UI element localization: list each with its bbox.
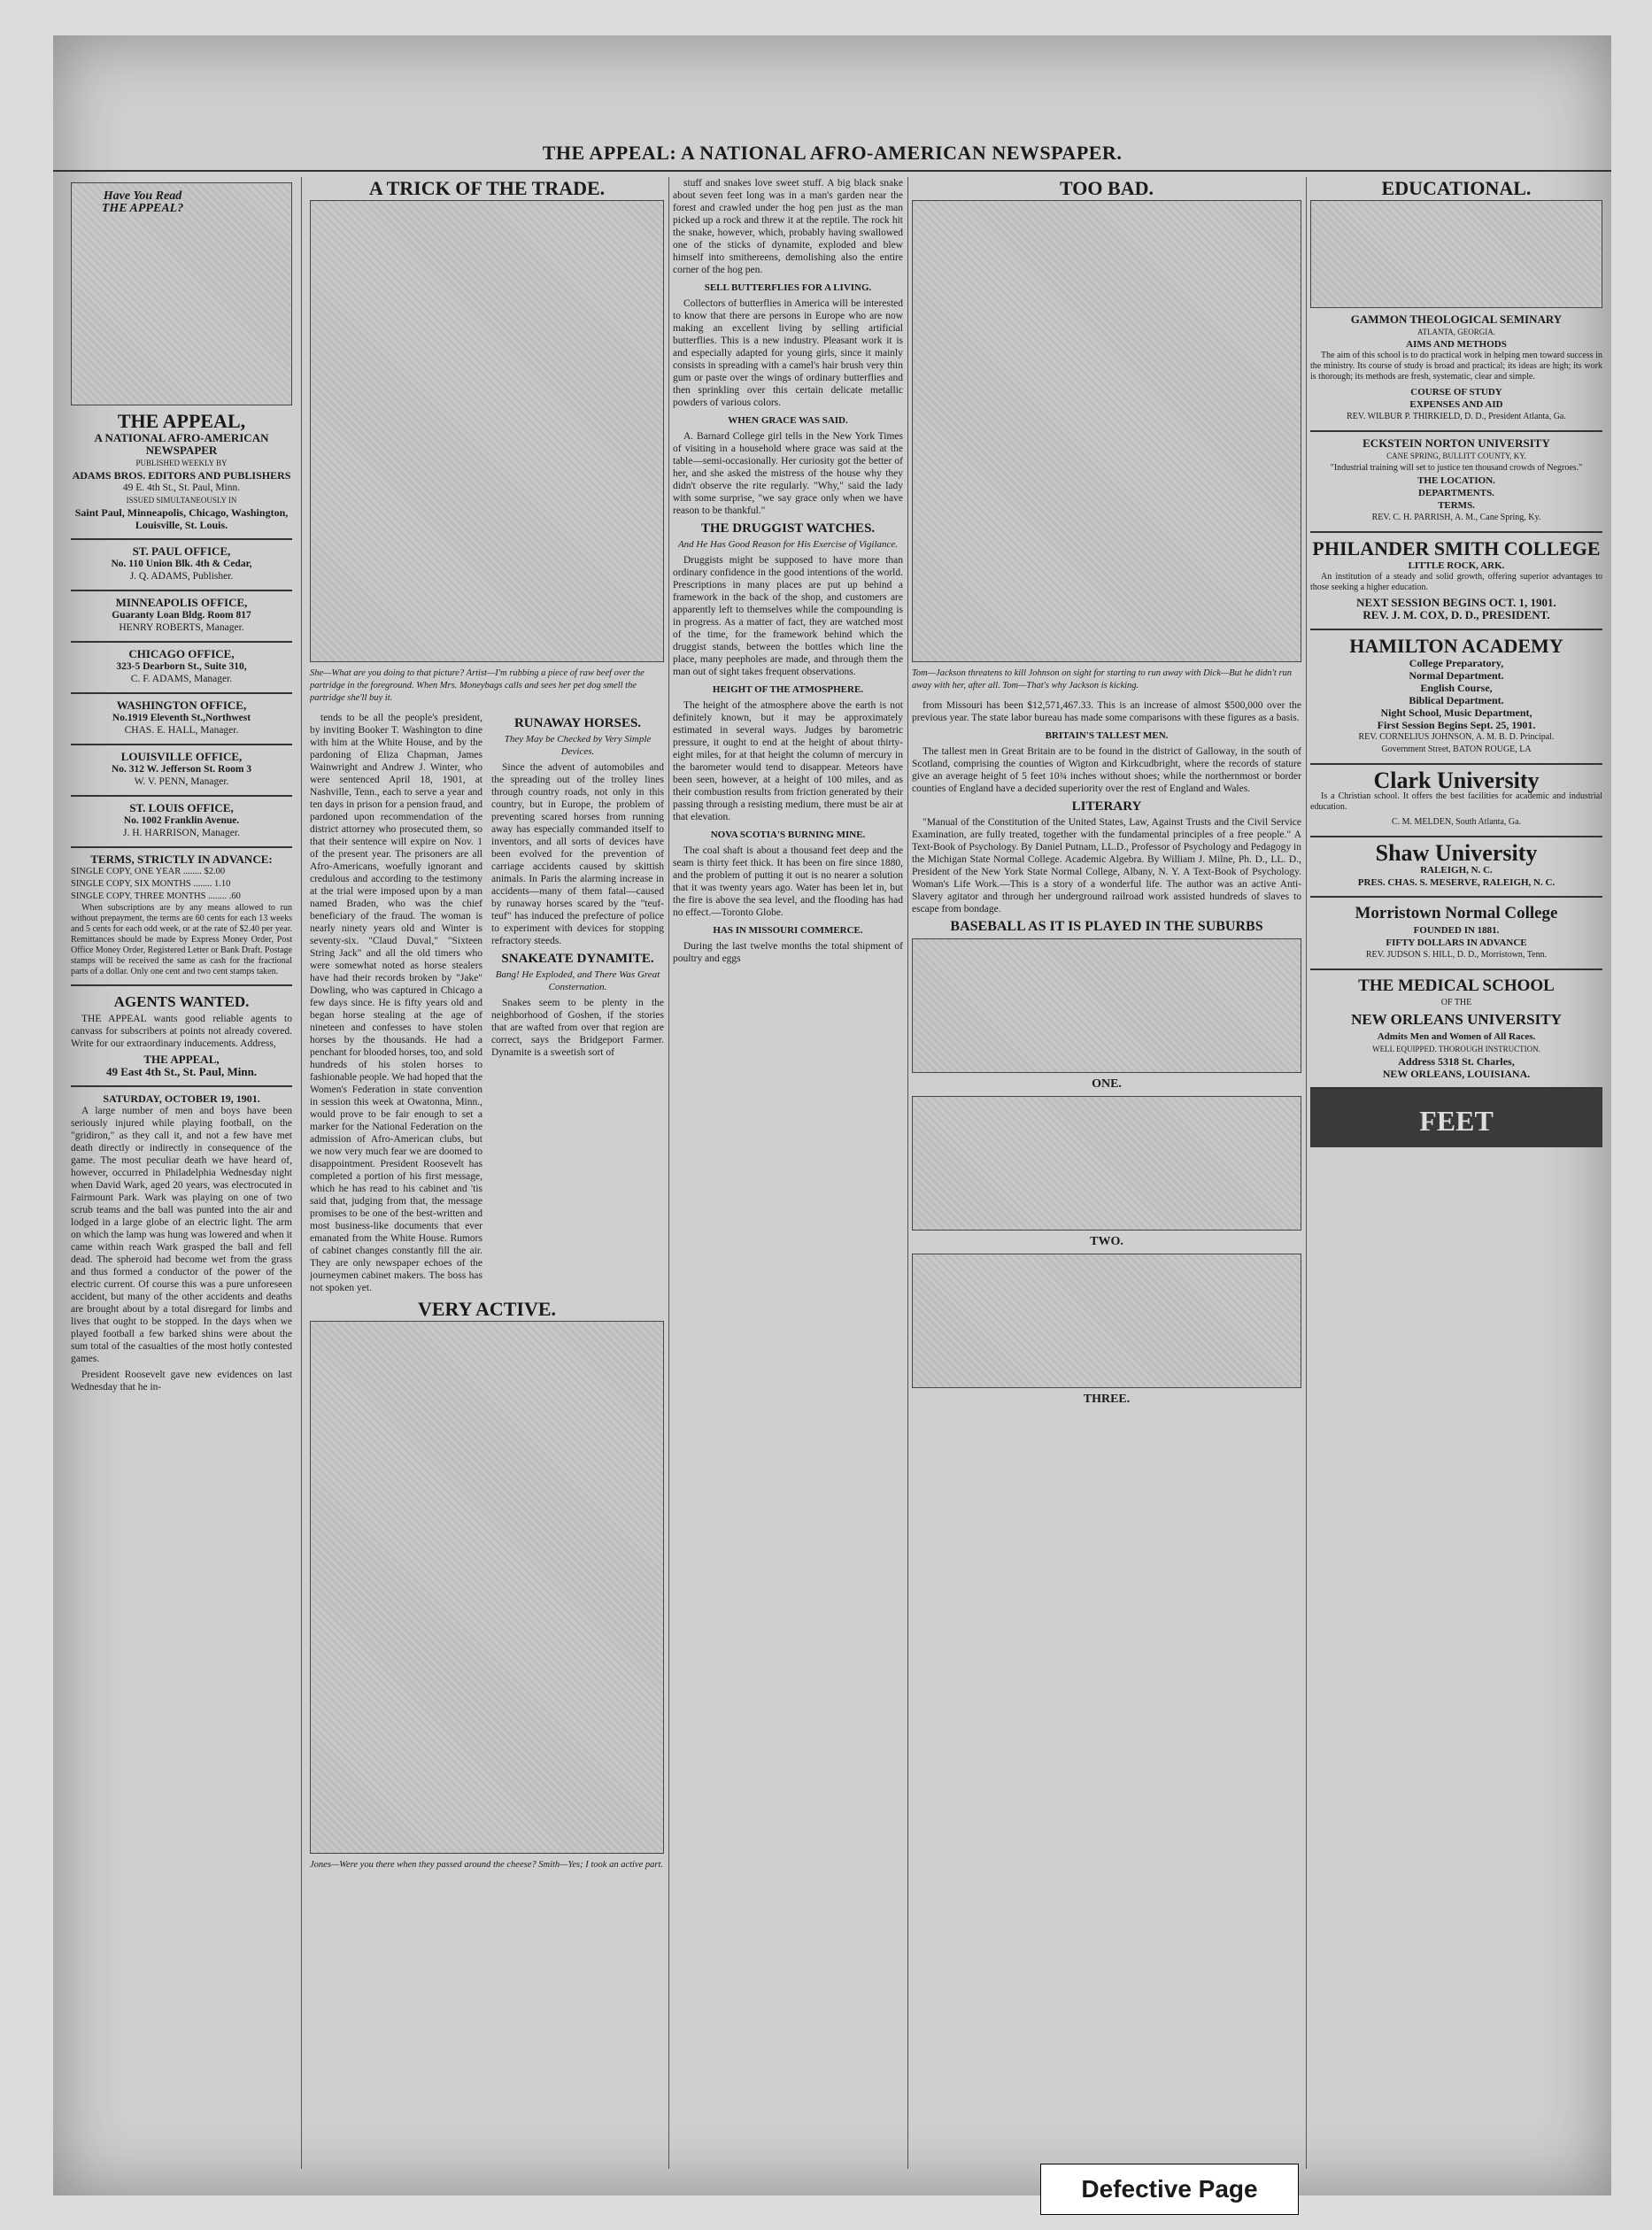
butterfly-title: SELL BUTTERFLIES FOR A LIVING. [704,282,872,293]
hamilton-line: English Course, [1420,682,1493,694]
druggist-text: Druggists might be supposed to have more than ordinary confidence in the good intentions of the world. Prescriptions in many places are put up behind a framework in the back of the shop, and customers are apparently left to themselves while the compounding is in progress. As a matter of fact, they are watched most of the time, for the framework behind which the druggist stands, between the bottles which line the place, many peepholes are made, and through them the man out of sight takes frequent observations. [673,555,903,677]
office-manager: CHAS. E. HALL, Manager. [124,725,239,736]
hamilton-title: HAMILTON ACADEMY [1349,635,1563,657]
medical-city: NEW ORLEANS, LOUISIANA. [1382,1068,1531,1080]
feet-advertisement: FEET [1310,1087,1602,1147]
literary-title: LITERARY [1071,799,1142,814]
snake-continued: stuff and snakes love sweet stuff. A big black snake about seven feet long was in a man's garden near the forest and crawled under the hog pen just as the man picked up a rock and threw it at the reptile. The rock hit the snake, however, which, probably having swallowed one of the sticks of dynamite, exploded and blew himself into smithereens, demolishing also the entire corner of the hog pen. [673,178,903,275]
publisher-address: 49 E. 4th St., St. Paul, Minn. [122,482,241,493]
gammon-location: ATLANTA, GEORGIA. [1417,328,1496,336]
snake-text: Snakes seem to be plenty in the neighborhood of Goshen, if the stories that are wafted from over that region are correct, says the Bridgeport Farmer. Dynamite is a sweetish sort of [491,998,664,1058]
eckstein-ad [1310,430,1602,524]
clark-title: Clark University [1373,768,1540,793]
office-manager: W. V. PENN, Manager. [134,776,229,787]
weekly-line: PUBLISHED WEEKLY BY [135,459,228,467]
baseball-panel-label: TWO. [1090,1235,1123,1248]
clark-ad [1310,763,1602,829]
eckstein-depts: DEPARTMENTS. [1418,488,1494,498]
hamilton-line: Biblical Department. [1409,694,1504,706]
grace-text: A. Barnard College girl tells in the New York Times of visiting in a household where grace was said at the table—semi-occasionally. Her curiosity got the better of her, and she asked the mistress of the house why they didn't observe the rite regularly. "Why," said the lady with some surprise, "we say grace only when we have reason to be thankful." [673,431,903,516]
shaw-president: PRES. CHAS. S. MESERVE, RALEIGH, N. C. [1357,877,1556,888]
office-entry [71,795,292,839]
editorial-text: tends to be all the people's president, by inviting Booker T. Washington to dine with him at the White House, and by the pardoning of Eliza Chapman, James Wainwright and Andrew J. Winter, who were sentenced April 18, 1901, at Nashville, Tenn., each to serve a year and ten days in prison for a pension fraud, and pardoned upon recommendation of the district attorney who prosecuted them, so that their sentence will expire on Nov. 1 of the present year. The prisoners are all Afro-Americans, woefully ignorant and credulous and according to the testimony at the trial were imposed upon by a man named Braden, who was the chief beneficiary of the fraud. The woman is nearly ninety years old and Winter is seventy-six. "Claud Duval," "Sixteen String Jack" and all the old timers who were somewhat noted as horse stealers have had their records broken by "Jake" Dowling, who was captured in Chicago a few days since. He is fifty years old and began horse stealing at the age of nineteen and confesses to have stolen horses by the thousands. He had a penchant for blooded horses, too, and sold hundreds of his stolen horses to fashionable people. We had hoped that the Women's Federation in state convention in session this week at Owatonna, Minn., would prove to be fair enough to set a marker for the National Federation on the admission of Afro-American clubs, but we now very much fear we are doomed to disappointment. President Roosevelt has completed a portion of his first message, which he has read to his cabinet and 'tis said that, judging from that, the message promises to be one of the best-written and most business-like documents that ever emanated from the White House. Rumors of cabinet changes constantly fill the air. They are only newspaper echoes of the journeymen cabinet makers. The boss has not spoken yet. [310,713,482,1293]
column-4 [912,177,1301,2178]
missouri-text: During the last twelve months the total shipment of poultry and eggs [673,941,903,964]
educational-title: EDUCATIONAL. [1381,177,1532,199]
column-rule [668,177,669,2169]
office-address: No.1919 Eleventh St.,Northwest [112,713,251,723]
office-title: CHICAGO OFFICE, [128,647,235,660]
office-address: 323-5 Dearborn St., Suite 310, [116,661,247,672]
office-address: No. 312 W. Jefferson St. Room 3 [111,764,252,775]
office-title: ST. LOUIS OFFICE, [129,801,234,814]
issue-date: SATURDAY, OCTOBER 19, 1901. [71,1085,292,1105]
grace-title: WHEN GRACE WAS SAID. [728,415,848,426]
nova-title: NOVA SCOTIA'S BURNING MINE. [710,829,866,840]
philander-text: An institution of a steady and solid growth, offering superior advantages to those seeking a higher education. [1310,572,1602,592]
philander-ad [1310,531,1602,621]
agents-title: AGENTS WANTED. [113,993,250,1010]
toobad-illustration [912,200,1301,662]
office-entry [71,641,292,685]
runaway-sub: They May be Checked by Very Simple Devices. [504,734,652,757]
hamilton-principal: REV. CORNELIUS JOHNSON, A. M. B. D. Principal. [1358,732,1555,742]
medical-equipped: WELL EQUIPPED. THOROUGH INSTRUCTION. [1372,1045,1540,1053]
office-manager: J. Q. ADAMS, Publisher. [129,571,234,582]
shaw-title: Shaw University [1375,840,1538,866]
offices-list [71,538,292,839]
col2-right [491,712,664,1298]
medical-university: NEW ORLEANS UNIVERSITY [1351,1011,1562,1028]
col2-left [310,712,482,1298]
missouri-continued: from Missouri has been $12,571,467.33. This is an increase of almost $500,000 over the previous year. The state labor bureau has made some comparisons with these figures as a basis. [912,700,1301,723]
hamilton-line: Night School, Music Department, [1380,706,1532,719]
hamilton-line: Normal Department. [1409,669,1504,682]
eckstein-motto: "Industrial training will set to justice ten thousand crowds of Negroes." [1330,463,1583,473]
toobad-caption: Tom—Jackson threatens to kill Johnson on sight for starting to run away with Dick—But he didn't run away with her, after all. Tom—That's why Jackson is kicking. [912,668,1293,691]
agents-box [71,984,292,1078]
butterfly-text: Collectors of butterflies in America will be interested to know that there are persons in Europe who are now making an excellent living by selling artificial butterflies. This is a new industry. Pleasant work it is and especially adapted for young girls, since it mainly consists in spreading with a camel's hair brush very thin gum or paste over the wings of ordinary butterflies and then sprinkling over this certain delicate metallic powders of various colors. [673,298,903,408]
baseball-panel [912,938,1301,1073]
agents-address: 49 East 4th St., St. Paul, Minn. [105,1065,258,1078]
terms-list [71,866,292,903]
medical-admits: Admits Men and Women of All Races. [1377,1031,1536,1042]
eckstein-location-head: THE LOCATION. [1417,475,1495,486]
terms-box [71,846,292,977]
gammon-aims: AIMS AND METHODS [1406,339,1507,350]
active-caption: Jones—Were you there when they passed around the cheese? Smith—Yes; I took an active part. [310,1860,664,1870]
hamilton-address: Government Street, BATON ROUGE, LA [1381,745,1532,754]
gammon-expenses: EXPENSES AND AID [1409,399,1503,410]
office-title: MINNEAPOLIS OFFICE, [115,596,248,609]
baseball-panel [912,1096,1301,1231]
atmosphere-text: The height of the atmosphere above the earth is not definitely known, but it may be approximately estimated in several ways. Judges by barometric pressure, it ought to end at the height of about thirty-eight miles, for at that height the column of mercury in the barometer would tend to disappear. Meteors have been seen, however, at a height of 100 miles, and as their combustion results from friction generated by their passing through a resisting medium, there must be air at that elevation. [673,700,903,822]
philander-location: LITTLE ROCK, ARK. [1408,560,1505,571]
paper-title: THE APPEAL, [117,410,246,432]
column-3 [673,177,903,2178]
missouri-title: HAS IN MISSOURI COMMERCE. [713,925,863,936]
gammon-president: REV. WILBUR P. THIRKIELD, D. D., President Atlanta, Ga. [1347,412,1566,421]
hamilton-line: First Session Begins Sept. 25, 1901. [1377,719,1536,731]
column-rule [907,177,908,2169]
terms-title: TERMS, STRICTLY IN ADVANCE: [90,853,273,866]
defective-page-label: Defective Page [1040,2164,1299,2215]
druggist-sub: And He Has Good Reason for His Exercise of Vigilance. [677,539,899,550]
shaw-location: RALEIGH, N. C. [1420,865,1493,876]
column-rule [1306,177,1307,2169]
office-manager: C. F. ADAMS, Manager. [130,674,233,684]
britain-text: The tallest men in Great Britain are to be found in the district of Galloway, in the south of Scotland, comprising the counties of Wigton and Kirkcudbright, where the records of stature give an average height of 5 feet 10¾ inches without shoes; while the northernmost or border counties of England have a decided superiority over the rest of England and Wales. [912,746,1301,794]
cities-line: Saint Paul, Minneapolis, Chicago, Washington, Louisville, St. Louis. [74,506,289,531]
medical-address: Address 5318 St. Charles, [1398,1055,1515,1068]
office-manager: J. H. HARRISON, Manager. [123,828,240,838]
promo-illustration [71,182,292,405]
eckstein-president: REV. C. H. PARRISH, A. M., Cane Spring, Ky. [1371,513,1541,522]
office-address: No. 110 Union Blk. 4th & Cedar, [111,559,252,569]
baseball-title: BASEBALL AS IT IS PLAYED IN THE SUBURBS [950,919,1263,934]
terms-line: SINGLE COPY, THREE MONTHS ........ .60 [71,891,241,901]
eckstein-location: CANE SPRING, BULLITT COUNTY, KY. [1386,451,1526,460]
shaw-ad [1310,836,1602,889]
office-title: LOUISVILLE OFFICE, [120,750,243,763]
snake-title: SNAKEATE DYNAMITE. [501,952,654,966]
morristown-founded: FOUNDED IN 1881. [1413,925,1500,936]
druggist-title: THE DRUGGIST WATCHES. [700,521,876,536]
eckstein-terms: TERMS. [1438,500,1475,511]
baseball-panel-label: ONE. [1092,1077,1122,1091]
gammon-course: COURSE OF STUDY [1410,387,1502,397]
clark-text: Is a Christian school. It offers the best facilities for academic and industrial education. [1310,791,1602,812]
philander-title: PHILANDER SMITH COLLEGE [1312,537,1601,559]
office-address: No. 1002 Franklin Avenue. [123,815,240,826]
trick-title: A TRICK OF THE TRADE. [368,177,606,199]
office-title: ST. PAUL OFFICE, [132,544,231,558]
medical-of: OF THE [1440,998,1472,1007]
philander-president: REV. J. M. COX, D. D., PRESIDENT. [1363,608,1550,621]
terms-text: When subscriptions are by any means allowed to run without prepayment, the terms are 60 cents for each 13 weeks and 5 cents for each odd week, or at the rate of $2.40 per year. Remittances should be made by Express Money Order, Post Office Money Order, Registered Letter or Bank Draft. Postage stamps will be received the same as cash for the fractional parts of a dollar. Only one cent and two cent stamps taken. [71,903,292,976]
column-rule [301,177,302,2169]
office-address: Guaranty Loan Bldg. Room 817 [112,610,251,621]
active-illustration [310,1321,664,1854]
trick-illustration [310,200,664,662]
gammon-title: GAMMON THEOLOGICAL SEMINARY [1350,313,1563,326]
medical-title: THE MEDICAL SCHOOL [1358,976,1555,995]
morristown-ad [1310,896,1602,961]
hamilton-line: College Preparatory, [1409,657,1504,669]
office-entry [71,692,292,737]
runaway-text: Since the advent of automobiles and the spreading out of the trolley lines through country roads, not only in this country, but in Europe, the problem of preventing scared horses from running away has especially commanded itself to inventors, and all sorts of devices have been evolved for the prevention of carriage accidents caused by skittish animals. In Paris the alarming increase in accidents—many of them fatal—caused by runaway horses scared by the "teuf-teuf" has induced the prefecture of police to experiment with devices for stopping refractory steeds. [491,762,664,946]
issued-line: ISSUED SIMULTANEOUSLY IN [126,496,237,505]
office-entry [71,590,292,634]
atmosphere-title: HEIGHT OF THE ATMOSPHERE. [712,684,864,695]
gammon-text: The aim of this school is to do practical work in helping men toward success in the ministry. Its course of study is broad and practical; its ideas are high; its work is thorough; its methods are fresh, systematic, clear and simple. [1310,351,1602,382]
morristown-president: REV. JUDSON S. HILL, D. D., Morristown, Tenn. [1365,950,1548,960]
toobad-title: TOO BAD. [1060,177,1154,199]
snake-sub: Bang! He Exploded, and There Was Great Consternation. [495,969,660,992]
agents-signature: THE APPEAL, [143,1053,220,1066]
philander-session: NEXT SESSION BEGINS OCT. 1, 1901. [1356,596,1556,609]
paper-subtitle: A NATIONAL AFRO-AMERICAN NEWSPAPER [94,431,269,457]
publishers: ADAMS BROS. EDITORS AND PUBLISHERS [72,469,291,482]
baseball-panel [912,1254,1301,1388]
newspaper-page [53,35,1611,2195]
column-1 [71,177,292,2178]
britain-title: BRITAIN'S TALLEST MEN. [1045,730,1169,741]
hamilton-lines [1310,657,1602,731]
baseball-panels [912,938,1301,1406]
baseball-panel-label: THREE. [1083,1393,1131,1406]
literary-text: "Manual of the Constitution of the United States, Law, Against Trusts and the Civil Service Examination, are fully treated, together with the fundamental principles of a free people." A Text-Book of Psychology. By Daniel Putnam, LL.D., Professor of Psychology and Pedagogy in the Michigan State Normal College. Academic Algebra. By William J. Milne, Ph. D., LL. D., President of the New York State Normal College, Albany, N. Y. A Text-Book of Psychology. Woman's Life Work.—This is a story of a wonderful life. The author was an active Anti-Slavery agitator and through her underground railroad work assisted hundreds of slaves to escape from bondage. [912,817,1301,914]
office-entry [71,538,292,583]
eckstein-title: ECKSTEIN NORTON UNIVERSITY [1363,436,1550,450]
column-5 [1310,177,1602,2178]
agents-text: THE APPEAL wants good reliable agents to canvass for subscribers at points not already covered. Write for our extraordinary inducements. Address, [71,1014,292,1049]
article-columns [310,712,664,1298]
clark-president: C. M. MELDEN, South Atlanta, Ga. [1391,817,1522,827]
active-title: VERY ACTIVE. [417,1298,557,1320]
column-2 [310,177,664,2178]
morristown-fee: FIFTY DOLLARS IN ADVANCE [1386,938,1527,948]
trick-caption: She—What are you doing to that picture? Artist—I'm rubbing a piece of raw beef over the partridge in the foreground. When Mrs. Moneybags calls and sees her pet dog smell the partridge she'll buy it. [310,668,645,703]
terms-line: SINGLE COPY, SIX MONTHS ........ 1.10 [71,879,231,889]
nova-text: The coal shaft is about a thousand feet deep and the seam is thirty feet thick. It has been on fire since 1880, and the problem of putting it out is no nearer a solution that it was twenty years ago. Water has been let in, but the fire is above the sea level, and the flooding has had no effect.—Toronto Globe. [673,845,903,918]
office-title: WASHINGTON OFFICE, [116,698,247,712]
terms-line: SINGLE COPY, ONE YEAR ........ $2.00 [71,867,226,876]
office-manager: HENRY ROBERTS, Manager. [119,622,244,633]
morristown-title: Morristown Normal College [1355,904,1558,922]
runaway-title: RUNAWAY HORSES. [513,716,642,730]
promo-banner: Have You Read THE APPEAL? [101,189,184,215]
football-article: A large number of men and boys have been seriously injured while playing football, on the "gridiron," as they call it, and not a few have met death directly or indirectly in consequence of the game. The most peculiar death we have heard of, however, occurred in Philadelphia Wednesday night when David Wark, aged 20 years, was electrocuted in Fairmount Park. Wark was playing on one of two scrub teams and the ball was punted into the air and lodged in a large globe of an electric light. The arm on which the lamp was hung was lowered and when it came within reach Wark grasped the ball and fell dead. The spheroid had become wet from the grass and thus formed a conductor of the power of the electric current. Of course this was a pure unforeseen accident, but many of the other accidents and deaths are brought about by a total disregard for limbs and lives that ought to be stopped. In the days when we played football a few barked shins were about the sum total of the casualties of the most hotly contested games. [71,1106,292,1364]
office-entry [71,744,292,788]
hamilton-ad [1310,629,1602,756]
medical-ad [1310,968,1602,1080]
gammon-building-illustration [1310,200,1602,308]
roosevelt-article: President Roosevelt gave new evidences on last Wednesday that he in- [71,1370,292,1393]
masthead: THE APPEAL: A NATIONAL AFRO-AMERICAN NEWSPAPER. [53,142,1611,172]
